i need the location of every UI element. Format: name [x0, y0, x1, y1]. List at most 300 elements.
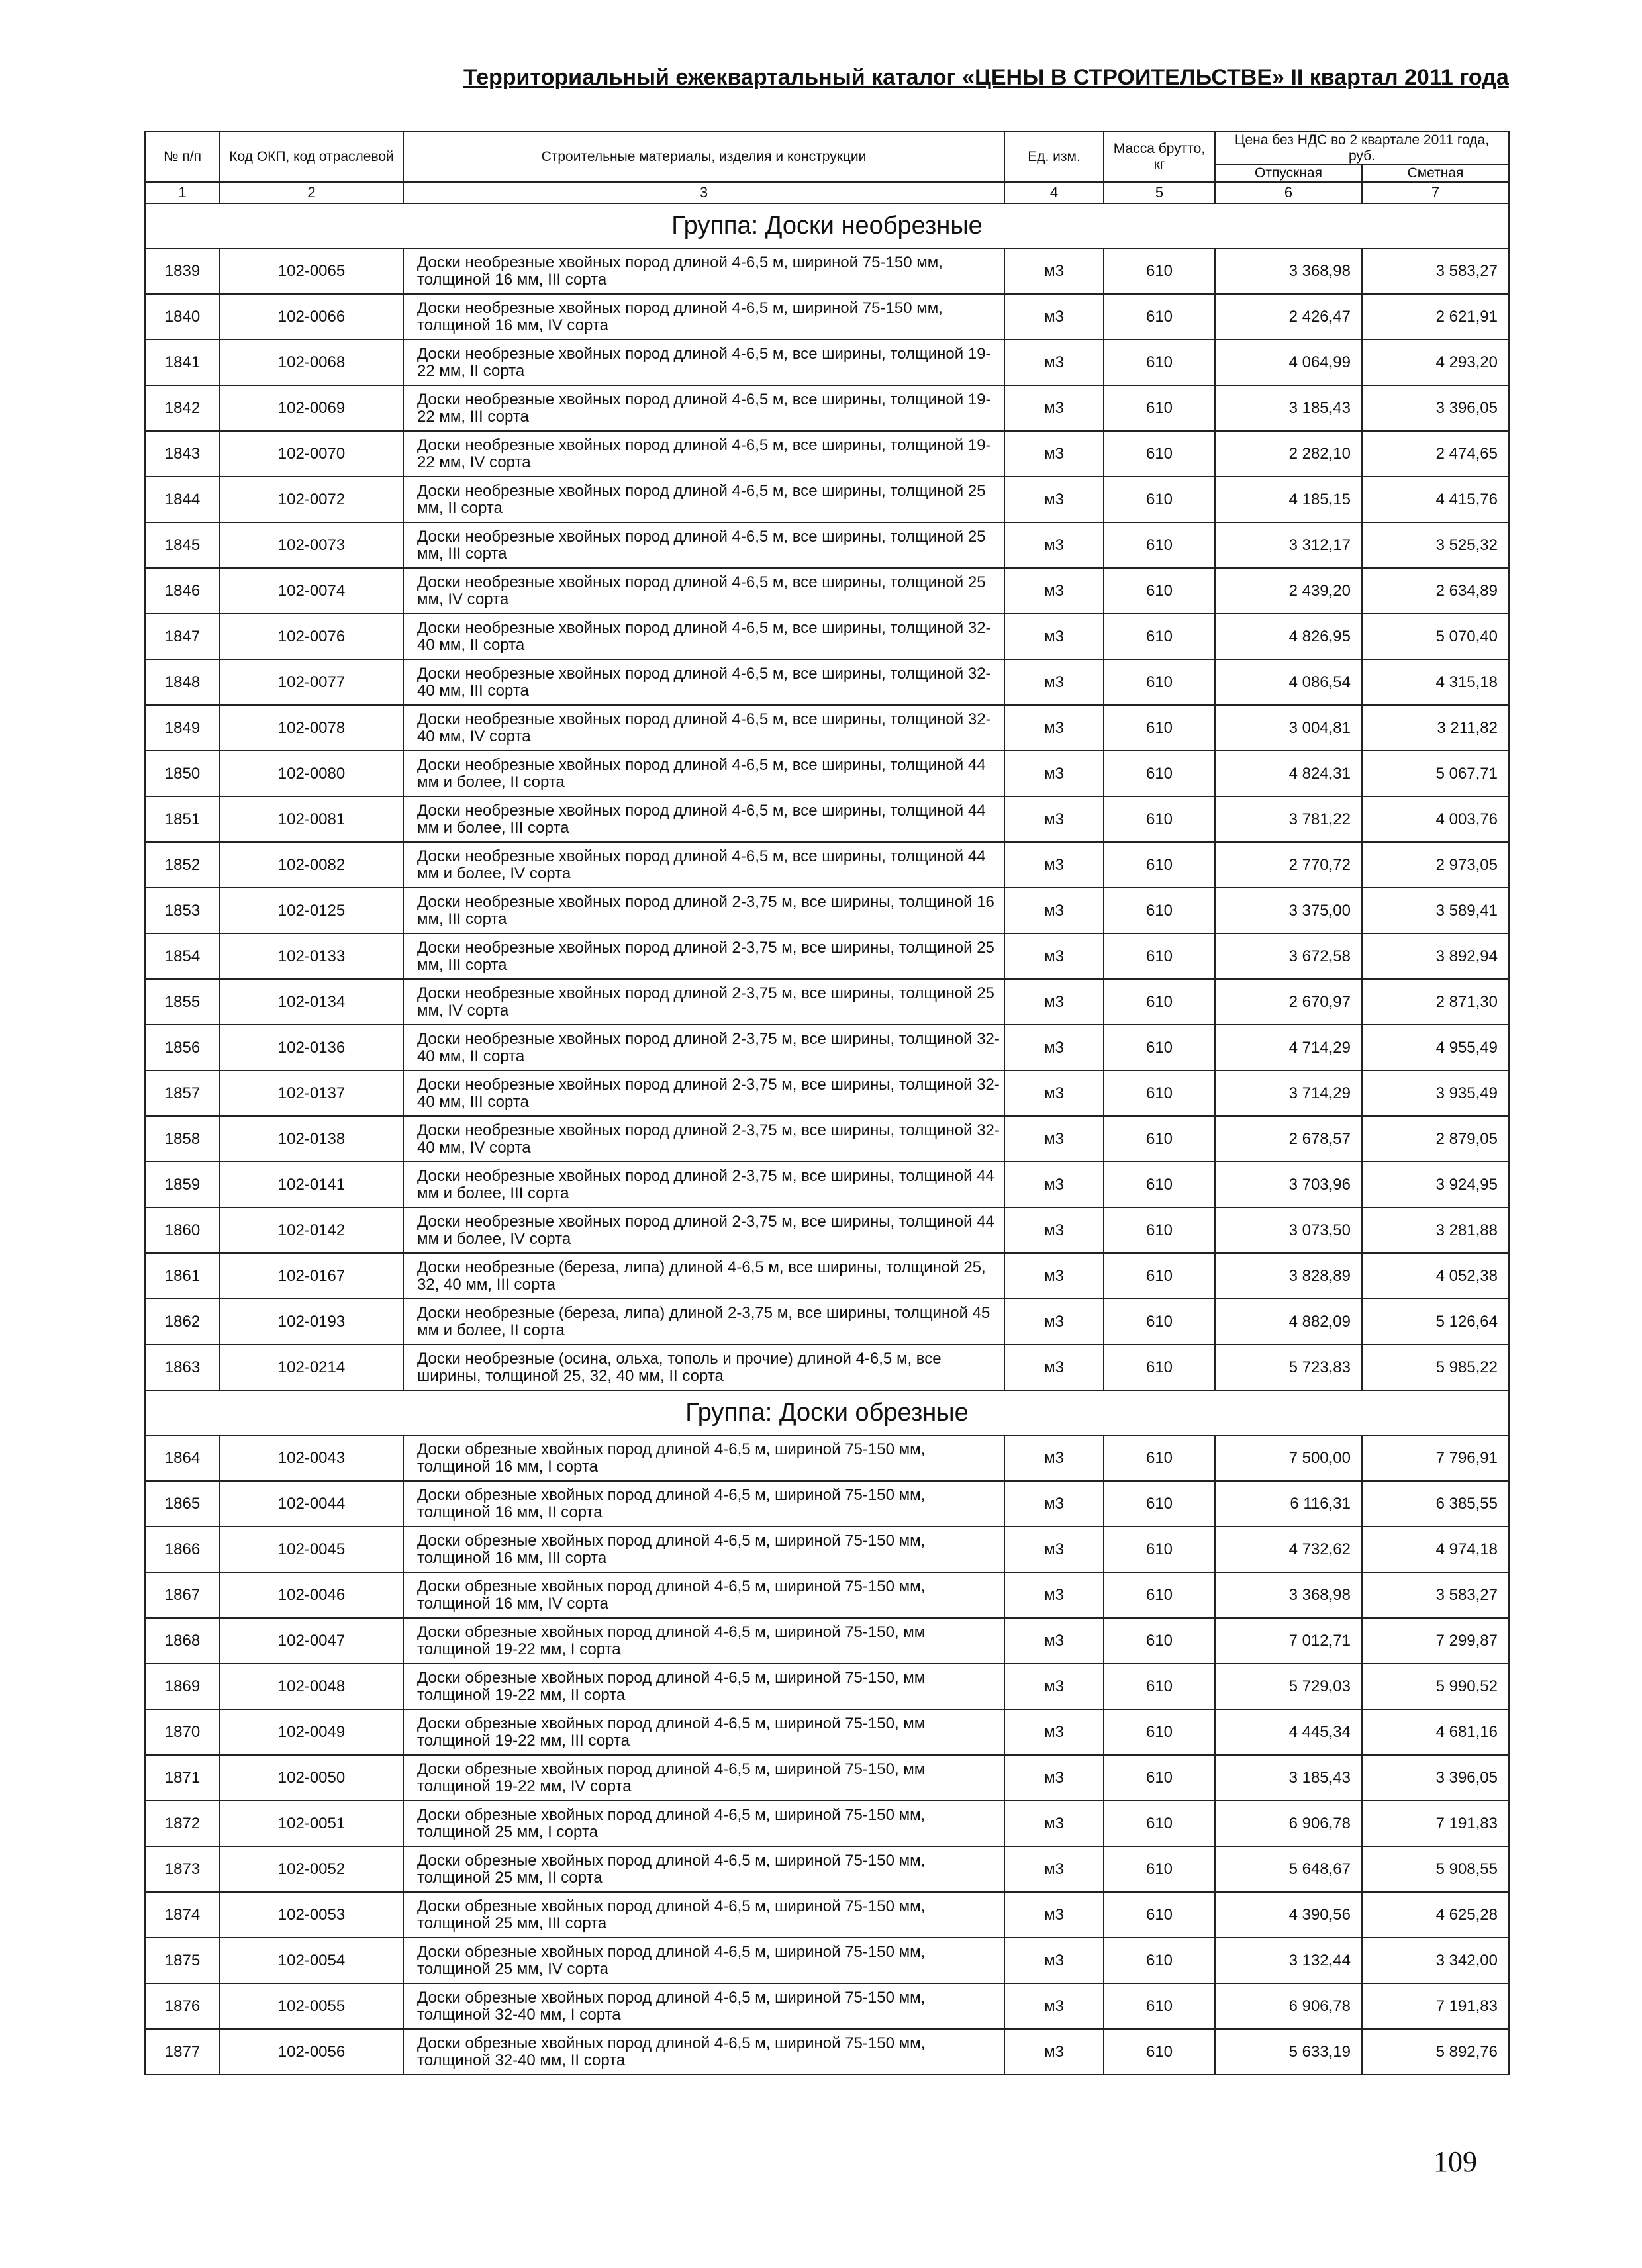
row-number: 1867 [145, 1572, 220, 1618]
material-description: Доски необрезные хвойных пород длиной 4-6,5 м, все ширины, толщиной 44 мм и более, III сорта [403, 796, 1004, 842]
gross-mass: 610 [1104, 751, 1215, 796]
row-number: 1845 [145, 522, 220, 568]
row-number: 1854 [145, 933, 220, 979]
product-code: 102-0046 [220, 1572, 403, 1618]
gross-mass: 610 [1104, 888, 1215, 933]
unit-of-measure: м3 [1004, 1435, 1104, 1481]
row-number: 1864 [145, 1435, 220, 1481]
gross-mass: 610 [1104, 1801, 1215, 1846]
col-header-mass: Масса брутто, кг [1104, 132, 1215, 182]
row-number: 1840 [145, 294, 220, 340]
unit-of-measure: м3 [1004, 1801, 1104, 1846]
unit-of-measure: м3 [1004, 1527, 1104, 1572]
table-row [145, 1070, 1509, 1116]
estimate-price: 4 955,49 [1362, 1025, 1509, 1070]
material-description: Доски необрезные хвойных пород длиной 2-3,75 м, все ширины, толщиной 32-40 мм, III сорта [403, 1070, 1004, 1116]
gross-mass: 610 [1104, 614, 1215, 659]
product-code: 102-0076 [220, 614, 403, 659]
estimate-price: 4 625,28 [1362, 1892, 1509, 1938]
column-number: 1 [145, 182, 220, 203]
group-title: Группа: Доски необрезные [145, 203, 1509, 248]
gross-mass: 610 [1104, 842, 1215, 888]
unit-of-measure: м3 [1004, 294, 1104, 340]
row-number: 1858 [145, 1116, 220, 1162]
table-header [145, 132, 1509, 203]
material-description: Доски необрезные (береза, липа) длиной 4-6,5 м, все ширины, толщиной 25, 32, 40 мм, III сорта [403, 1253, 1004, 1299]
gross-mass: 610 [1104, 431, 1215, 477]
wholesale-price: 4 064,99 [1215, 340, 1362, 385]
estimate-price: 4 003,76 [1362, 796, 1509, 842]
unit-of-measure: м3 [1004, 1618, 1104, 1664]
material-description: Доски обрезные хвойных пород длиной 4-6,5 м, шириной 75-150 мм, толщиной 32-40 мм, II сорта [403, 2029, 1004, 2075]
unit-of-measure: м3 [1004, 1253, 1104, 1299]
material-description: Доски необрезные хвойных пород длиной 2-3,75 м, все ширины, толщиной 44 мм и более, IV сорта [403, 1207, 1004, 1253]
estimate-price: 3 892,94 [1362, 933, 1509, 979]
table-row [145, 1435, 1509, 1481]
estimate-price: 2 871,30 [1362, 979, 1509, 1025]
row-number: 1871 [145, 1755, 220, 1801]
wholesale-price: 5 729,03 [1215, 1664, 1362, 1709]
wholesale-price: 4 086,54 [1215, 659, 1362, 705]
product-code: 102-0070 [220, 431, 403, 477]
gross-mass: 610 [1104, 1618, 1215, 1664]
gross-mass: 610 [1104, 1435, 1215, 1481]
wholesale-price: 3 368,98 [1215, 1572, 1362, 1618]
product-code: 102-0141 [220, 1162, 403, 1207]
material-description: Доски необрезные хвойных пород длиной 2-3,75 м, все ширины, толщиной 44 мм и более, III сорта [403, 1162, 1004, 1207]
table-row [145, 933, 1509, 979]
gross-mass: 610 [1104, 568, 1215, 614]
unit-of-measure: м3 [1004, 751, 1104, 796]
unit-of-measure: м3 [1004, 1299, 1104, 1345]
row-number: 1852 [145, 842, 220, 888]
gross-mass: 610 [1104, 796, 1215, 842]
row-number: 1876 [145, 1983, 220, 2029]
table-row [145, 842, 1509, 888]
wholesale-price: 3 828,89 [1215, 1253, 1362, 1299]
estimate-price: 5 126,64 [1362, 1299, 1509, 1345]
table-row [145, 888, 1509, 933]
unit-of-measure: м3 [1004, 1938, 1104, 1983]
table-row [145, 796, 1509, 842]
estimate-price: 5 985,22 [1362, 1345, 1509, 1390]
wholesale-price: 5 723,83 [1215, 1345, 1362, 1390]
product-code: 102-0049 [220, 1709, 403, 1755]
wholesale-price: 2 770,72 [1215, 842, 1362, 888]
gross-mass: 610 [1104, 1755, 1215, 1801]
product-code: 102-0142 [220, 1207, 403, 1253]
table-row [145, 1253, 1509, 1299]
wholesale-price: 3 185,43 [1215, 1755, 1362, 1801]
wholesale-price: 3 375,00 [1215, 888, 1362, 933]
material-description: Доски обрезные хвойных пород длиной 4-6,5 м, шириной 75-150 мм, толщиной 25 мм, I сорта [403, 1801, 1004, 1846]
wholesale-price: 4 732,62 [1215, 1527, 1362, 1572]
product-code: 102-0066 [220, 294, 403, 340]
estimate-price: 7 796,91 [1362, 1435, 1509, 1481]
unit-of-measure: м3 [1004, 568, 1104, 614]
unit-of-measure: м3 [1004, 979, 1104, 1025]
page-number: 109 [1433, 2146, 1477, 2178]
col-header-price1: Отпускная [1215, 165, 1362, 182]
row-number: 1844 [145, 477, 220, 522]
product-code: 102-0193 [220, 1299, 403, 1345]
column-number: 2 [220, 182, 403, 203]
unit-of-measure: м3 [1004, 248, 1104, 294]
estimate-price: 2 474,65 [1362, 431, 1509, 477]
product-code: 102-0050 [220, 1755, 403, 1801]
estimate-price: 2 621,91 [1362, 294, 1509, 340]
gross-mass: 610 [1104, 659, 1215, 705]
unit-of-measure: м3 [1004, 522, 1104, 568]
row-number: 1849 [145, 705, 220, 751]
material-description: Доски необрезные хвойных пород длиной 2-3,75 м, все ширины, толщиной 25 мм, IV сорта [403, 979, 1004, 1025]
table-row [145, 340, 1509, 385]
gross-mass: 610 [1104, 1253, 1215, 1299]
table-row [145, 1162, 1509, 1207]
table-row [145, 705, 1509, 751]
unit-of-measure: м3 [1004, 1892, 1104, 1938]
unit-of-measure: м3 [1004, 1709, 1104, 1755]
gross-mass: 610 [1104, 705, 1215, 751]
wholesale-price: 6 906,78 [1215, 1983, 1362, 2029]
estimate-price: 3 396,05 [1362, 385, 1509, 431]
wholesale-price: 3 312,17 [1215, 522, 1362, 568]
table-row [145, 1709, 1509, 1755]
product-code: 102-0052 [220, 1846, 403, 1892]
row-number: 1851 [145, 796, 220, 842]
column-number: 4 [1004, 182, 1104, 203]
gross-mass: 610 [1104, 1345, 1215, 1390]
row-number: 1857 [145, 1070, 220, 1116]
estimate-price: 2 879,05 [1362, 1116, 1509, 1162]
row-number: 1866 [145, 1527, 220, 1572]
wholesale-price: 3 073,50 [1215, 1207, 1362, 1253]
material-description: Доски обрезные хвойных пород длиной 4-6,5 м, шириной 75-150, мм толщиной 19-22 мм, III сорта [403, 1709, 1004, 1755]
unit-of-measure: м3 [1004, 1116, 1104, 1162]
wholesale-price: 3 368,98 [1215, 248, 1362, 294]
material-description: Доски обрезные хвойных пород длиной 4-6,5 м, шириной 75-150 мм, толщиной 16 мм, II сорта [403, 1481, 1004, 1527]
unit-of-measure: м3 [1004, 2029, 1104, 2075]
product-code: 102-0167 [220, 1253, 403, 1299]
row-number: 1843 [145, 431, 220, 477]
table-row [145, 1025, 1509, 1070]
gross-mass: 610 [1104, 1527, 1215, 1572]
table-row [145, 1572, 1509, 1618]
group-title: Группа: Доски обрезные [145, 1390, 1509, 1435]
gross-mass: 610 [1104, 1892, 1215, 1938]
column-number-row [145, 182, 1509, 203]
wholesale-price: 3 672,58 [1215, 933, 1362, 979]
gross-mass: 610 [1104, 477, 1215, 522]
col-header-code: Код ОКП, код отраслевой [220, 132, 403, 182]
estimate-price: 3 525,32 [1362, 522, 1509, 568]
page-header-title: Территориальный ежеквартальный каталог «ЦЕНЫ В СТРОИТЕЛЬСТВЕ» II квартал 2011 года [463, 65, 1509, 90]
estimate-price: 3 583,27 [1362, 1572, 1509, 1618]
unit-of-measure: м3 [1004, 933, 1104, 979]
group-header-row [145, 1390, 1509, 1435]
table-row [145, 1983, 1509, 2029]
estimate-price: 7 299,87 [1362, 1618, 1509, 1664]
estimate-price: 5 892,76 [1362, 2029, 1509, 2075]
gross-mass: 610 [1104, 1481, 1215, 1527]
row-number: 1870 [145, 1709, 220, 1755]
column-number: 7 [1362, 182, 1509, 203]
wholesale-price: 2 426,47 [1215, 294, 1362, 340]
wholesale-price: 5 648,67 [1215, 1846, 1362, 1892]
product-code: 102-0054 [220, 1938, 403, 1983]
estimate-price: 3 211,82 [1362, 705, 1509, 751]
material-description: Доски обрезные хвойных пород длиной 4-6,5 м, шириной 75-150, мм толщиной 19-22 мм, II сорта [403, 1664, 1004, 1709]
product-code: 102-0136 [220, 1025, 403, 1070]
col-header-unit: Ед. изм. [1004, 132, 1104, 182]
material-description: Доски необрезные хвойных пород длиной 4-6,5 м, все ширины, толщиной 19-22 мм, II сорта [403, 340, 1004, 385]
product-code: 102-0078 [220, 705, 403, 751]
group-header-row [145, 203, 1509, 248]
col-header-price-group: Цена без НДС во 2 квартале 2011 года, руб. [1215, 132, 1509, 165]
material-description: Доски необрезные (береза, липа) длиной 2-3,75 м, все ширины, толщиной 45 мм и более, II сорта [403, 1299, 1004, 1345]
estimate-price: 2 973,05 [1362, 842, 1509, 888]
material-description: Доски необрезные хвойных пород длиной 4-6,5 м, все ширины, толщиной 32-40 мм, II сорта [403, 614, 1004, 659]
material-description: Доски обрезные хвойных пород длиной 4-6,5 м, шириной 75-150, мм толщиной 19-22 мм, IV сорта [403, 1755, 1004, 1801]
unit-of-measure: м3 [1004, 614, 1104, 659]
wholesale-price: 2 282,10 [1215, 431, 1362, 477]
unit-of-measure: м3 [1004, 431, 1104, 477]
product-code: 102-0125 [220, 888, 403, 933]
estimate-price: 4 315,18 [1362, 659, 1509, 705]
estimate-price: 2 634,89 [1362, 568, 1509, 614]
table-row [145, 477, 1509, 522]
table-row [145, 1481, 1509, 1527]
estimate-price: 5 070,40 [1362, 614, 1509, 659]
row-number: 1868 [145, 1618, 220, 1664]
table-row [145, 1345, 1509, 1390]
unit-of-measure: м3 [1004, 1070, 1104, 1116]
row-number: 1846 [145, 568, 220, 614]
row-number: 1860 [145, 1207, 220, 1253]
row-number: 1856 [145, 1025, 220, 1070]
row-number: 1859 [145, 1162, 220, 1207]
row-number: 1855 [145, 979, 220, 1025]
product-code: 102-0074 [220, 568, 403, 614]
row-number: 1875 [145, 1938, 220, 1983]
material-description: Доски обрезные хвойных пород длиной 4-6,5 м, шириной 75-150 мм, толщиной 32-40 мм, I сорта [403, 1983, 1004, 2029]
wholesale-price: 4 445,34 [1215, 1709, 1362, 1755]
wholesale-price: 2 678,57 [1215, 1116, 1362, 1162]
unit-of-measure: м3 [1004, 705, 1104, 751]
unit-of-measure: м3 [1004, 888, 1104, 933]
table-row [145, 1299, 1509, 1345]
row-number: 1841 [145, 340, 220, 385]
row-number: 1874 [145, 1892, 220, 1938]
gross-mass: 610 [1104, 1846, 1215, 1892]
wholesale-price: 4 826,95 [1215, 614, 1362, 659]
estimate-price: 7 191,83 [1362, 1801, 1509, 1846]
table-row [145, 1527, 1509, 1572]
product-code: 102-0044 [220, 1481, 403, 1527]
material-description: Доски необрезные хвойных пород длиной 2-3,75 м, все ширины, толщиной 16 мм, III сорта [403, 888, 1004, 933]
gross-mass: 610 [1104, 1664, 1215, 1709]
estimate-price: 4 415,76 [1362, 477, 1509, 522]
gross-mass: 610 [1104, 1299, 1215, 1345]
row-number: 1839 [145, 248, 220, 294]
column-number: 3 [403, 182, 1004, 203]
gross-mass: 610 [1104, 1938, 1215, 1983]
row-number: 1861 [145, 1253, 220, 1299]
product-code: 102-0043 [220, 1435, 403, 1481]
unit-of-measure: м3 [1004, 1755, 1104, 1801]
product-code: 102-0077 [220, 659, 403, 705]
gross-mass: 610 [1104, 933, 1215, 979]
estimate-price: 3 396,05 [1362, 1755, 1509, 1801]
table-body [145, 203, 1509, 2075]
unit-of-measure: м3 [1004, 1162, 1104, 1207]
product-code: 102-0138 [220, 1116, 403, 1162]
table-row [145, 751, 1509, 796]
wholesale-price: 3 132,44 [1215, 1938, 1362, 1983]
estimate-price: 5 908,55 [1362, 1846, 1509, 1892]
estimate-price: 3 924,95 [1362, 1162, 1509, 1207]
wholesale-price: 3 781,22 [1215, 796, 1362, 842]
unit-of-measure: м3 [1004, 1664, 1104, 1709]
product-code: 102-0134 [220, 979, 403, 1025]
unit-of-measure: м3 [1004, 796, 1104, 842]
product-code: 102-0048 [220, 1664, 403, 1709]
row-number: 1865 [145, 1481, 220, 1527]
material-description: Доски необрезные хвойных пород длиной 4-6,5 м, все ширины, толщиной 19-22 мм, IV сорта [403, 431, 1004, 477]
gross-mass: 610 [1104, 1162, 1215, 1207]
wholesale-price: 7 012,71 [1215, 1618, 1362, 1664]
estimate-price: 3 583,27 [1362, 248, 1509, 294]
wholesale-price: 6 116,31 [1215, 1481, 1362, 1527]
material-description: Доски необрезные хвойных пород длиной 2-3,75 м, все ширины, толщиной 32-40 мм, IV сорта [403, 1116, 1004, 1162]
material-description: Доски необрезные хвойных пород длиной 4-6,5 м, шириной 75-150 мм, толщиной 16 мм, IV сорта [403, 294, 1004, 340]
unit-of-measure: м3 [1004, 842, 1104, 888]
estimate-price: 5 067,71 [1362, 751, 1509, 796]
product-code: 102-0082 [220, 842, 403, 888]
material-description: Доски необрезные хвойных пород длиной 4-6,5 м, все ширины, толщиной 32-40 мм, IV сорта [403, 705, 1004, 751]
row-number: 1862 [145, 1299, 220, 1345]
table-row [145, 1846, 1509, 1892]
material-description: Доски необрезные хвойных пород длиной 4-6,5 м, шириной 75-150 мм, толщиной 16 мм, III сорта [403, 248, 1004, 294]
unit-of-measure: м3 [1004, 1572, 1104, 1618]
gross-mass: 610 [1104, 1207, 1215, 1253]
row-number: 1842 [145, 385, 220, 431]
estimate-price: 6 385,55 [1362, 1481, 1509, 1527]
unit-of-measure: м3 [1004, 1207, 1104, 1253]
gross-mass: 610 [1104, 522, 1215, 568]
unit-of-measure: м3 [1004, 659, 1104, 705]
table-row [145, 659, 1509, 705]
gross-mass: 610 [1104, 979, 1215, 1025]
table-row [145, 614, 1509, 659]
gross-mass: 610 [1104, 1025, 1215, 1070]
column-number: 5 [1104, 182, 1215, 203]
wholesale-price: 4 882,09 [1215, 1299, 1362, 1345]
col-header-price2: Сметная [1362, 165, 1509, 182]
col-header-desc: Строительные материалы, изделия и конструкции [403, 132, 1004, 182]
unit-of-measure: м3 [1004, 1983, 1104, 2029]
unit-of-measure: м3 [1004, 1025, 1104, 1070]
wholesale-price: 4 824,31 [1215, 751, 1362, 796]
gross-mass: 610 [1104, 248, 1215, 294]
row-number: 1873 [145, 1846, 220, 1892]
table-row [145, 1116, 1509, 1162]
product-code: 102-0069 [220, 385, 403, 431]
table-row [145, 1755, 1509, 1801]
gross-mass: 610 [1104, 1070, 1215, 1116]
unit-of-measure: м3 [1004, 477, 1104, 522]
wholesale-price: 3 004,81 [1215, 705, 1362, 751]
unit-of-measure: м3 [1004, 1345, 1104, 1390]
row-number: 1847 [145, 614, 220, 659]
estimate-price: 3 935,49 [1362, 1070, 1509, 1116]
table-row [145, 1207, 1509, 1253]
wholesale-price: 6 906,78 [1215, 1801, 1362, 1846]
product-code: 102-0072 [220, 477, 403, 522]
gross-mass: 610 [1104, 1572, 1215, 1618]
estimate-price: 4 052,38 [1362, 1253, 1509, 1299]
product-code: 102-0080 [220, 751, 403, 796]
estimate-price: 3 589,41 [1362, 888, 1509, 933]
row-number: 1877 [145, 2029, 220, 2075]
table-row [145, 1801, 1509, 1846]
material-description: Доски необрезные хвойных пород длиной 2-3,75 м, все ширины, толщиной 32-40 мм, II сорта [403, 1025, 1004, 1070]
table-row [145, 568, 1509, 614]
wholesale-price: 4 185,15 [1215, 477, 1362, 522]
gross-mass: 610 [1104, 340, 1215, 385]
wholesale-price: 3 703,96 [1215, 1162, 1362, 1207]
unit-of-measure: м3 [1004, 1481, 1104, 1527]
row-number: 1850 [145, 751, 220, 796]
product-code: 102-0133 [220, 933, 403, 979]
material-description: Доски обрезные хвойных пород длиной 4-6,5 м, шириной 75-150 мм, толщиной 25 мм, II сорта [403, 1846, 1004, 1892]
estimate-price: 4 974,18 [1362, 1527, 1509, 1572]
material-description: Доски обрезные хвойных пород длиной 4-6,5 м, шириной 75-150, мм толщиной 19-22 мм, I сорта [403, 1618, 1004, 1664]
estimate-price: 7 191,83 [1362, 1983, 1509, 2029]
row-number: 1872 [145, 1801, 220, 1846]
table-row [145, 2029, 1509, 2075]
estimate-price: 4 681,16 [1362, 1709, 1509, 1755]
table-row [145, 385, 1509, 431]
table-row [145, 522, 1509, 568]
material-description: Доски необрезные хвойных пород длиной 2-3,75 м, все ширины, толщиной 25 мм, III сорта [403, 933, 1004, 979]
material-description: Доски обрезные хвойных пород длиной 4-6,5 м, шириной 75-150 мм, толщиной 25 мм, III сорта [403, 1892, 1004, 1938]
material-description: Доски необрезные хвойных пород длиной 4-6,5 м, все ширины, толщиной 44 мм и более, IV сорта [403, 842, 1004, 888]
wholesale-price: 2 439,20 [1215, 568, 1362, 614]
row-number: 1863 [145, 1345, 220, 1390]
estimate-price: 3 281,88 [1362, 1207, 1509, 1253]
product-code: 102-0073 [220, 522, 403, 568]
unit-of-measure: м3 [1004, 1846, 1104, 1892]
table-row [145, 1938, 1509, 1983]
product-code: 102-0053 [220, 1892, 403, 1938]
row-number: 1853 [145, 888, 220, 933]
wholesale-price: 5 633,19 [1215, 2029, 1362, 2075]
material-description: Доски обрезные хвойных пород длиной 4-6,5 м, шириной 75-150 мм, толщиной 16 мм, I сорта [403, 1435, 1004, 1481]
unit-of-measure: м3 [1004, 340, 1104, 385]
col-header-no: № п/п [145, 132, 220, 182]
product-code: 102-0055 [220, 1983, 403, 2029]
table-row [145, 248, 1509, 294]
gross-mass: 610 [1104, 294, 1215, 340]
row-number: 1869 [145, 1664, 220, 1709]
table-row [145, 979, 1509, 1025]
material-description: Доски обрезные хвойных пород длиной 4-6,5 м, шириной 75-150 мм, толщиной 16 мм, III сорта [403, 1527, 1004, 1572]
material-description: Доски необрезные (осина, ольха, тополь и прочие) длиной 4-6,5 м, все ширины, толщиной 25, 32, 40 мм, II сорта [403, 1345, 1004, 1390]
material-description: Доски необрезные хвойных пород длиной 4-6,5 м, все ширины, толщиной 25 мм, IV сорта [403, 568, 1004, 614]
product-code: 102-0045 [220, 1527, 403, 1572]
product-code: 102-0056 [220, 2029, 403, 2075]
